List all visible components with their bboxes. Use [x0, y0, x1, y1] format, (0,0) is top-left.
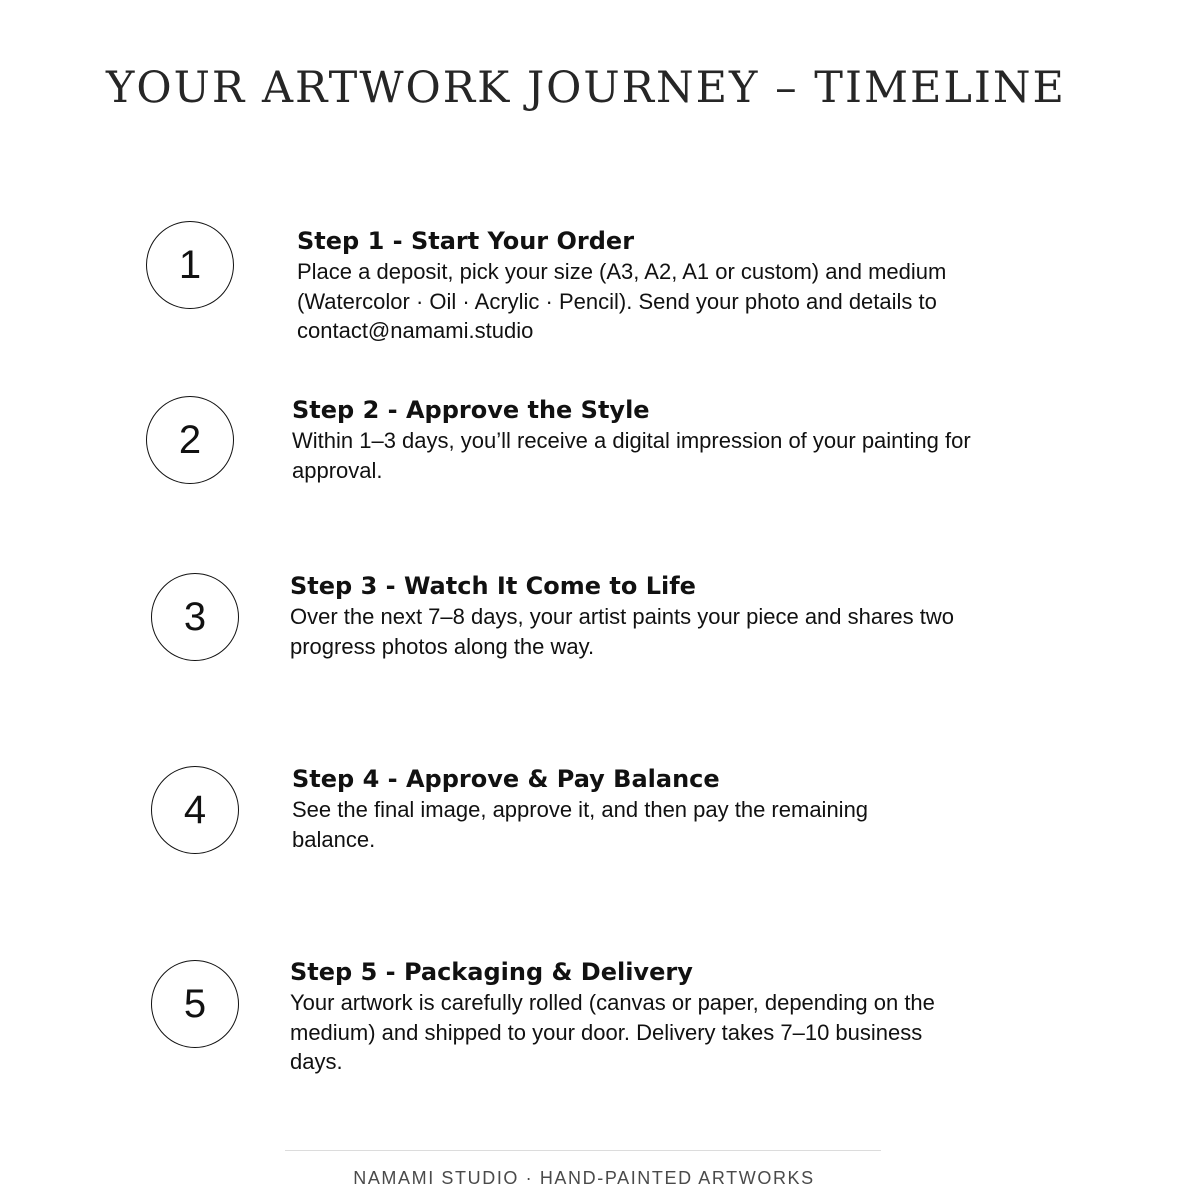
- step-number-circle: 5: [151, 960, 239, 1048]
- step-4: [292, 764, 982, 854]
- step-5: [290, 957, 980, 1077]
- footer-brand-text: NAMAMI STUDIO · HAND-PAINTED ARTWORKS: [353, 1168, 815, 1188]
- page-title: YOUR ARTWORK JOURNEY – TIMELINE: [106, 62, 1066, 113]
- step-3: [290, 571, 980, 661]
- step-title: Step 1 - Start Your Order: [297, 227, 635, 255]
- step-number-circle: 2: [146, 396, 234, 484]
- step-1: [297, 226, 987, 346]
- step-number-circle: 1: [146, 221, 234, 309]
- step-2: [292, 395, 982, 485]
- step-description: Your artwork is carefully rolled (canvas or paper, depending on the medium) and shipped to your door. Delivery takes 7–10 business days.: [290, 990, 935, 1074]
- step-description: Place a deposit, pick your size (A3, A2, A1 or custom) and medium (Watercolor · Oil · Acrylic · Pencil). Send your photo and details to contact@namami.studio: [297, 259, 947, 343]
- footer-divider: [285, 1150, 881, 1151]
- step-number-circle: 3: [151, 573, 239, 661]
- step-title: Step 4 - Approve & Pay Balance: [292, 765, 720, 793]
- step-title: Step 2 - Approve the Style: [292, 396, 650, 424]
- step-title: Step 3 - Watch It Come to Life: [290, 572, 696, 600]
- step-description: Within 1–3 days, you’ll receive a digital impression of your painting for approval.: [292, 428, 971, 483]
- step-description: See the final image, approve it, and then pay the remaining balance.: [292, 797, 869, 852]
- step-description: Over the next 7–8 days, your artist paints your piece and shares two progress photos along the way.: [290, 604, 955, 659]
- step-number-circle: 4: [151, 766, 239, 854]
- step-title: Step 5 - Packaging & Delivery: [290, 958, 693, 986]
